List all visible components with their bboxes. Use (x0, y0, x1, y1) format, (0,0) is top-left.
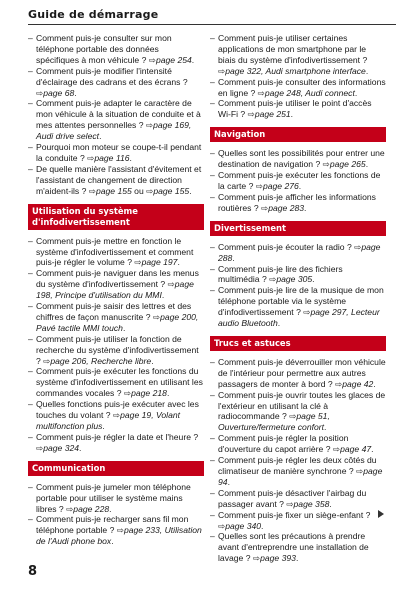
question-text: Quelles sont les possibilités pour entrer une destination de navigation ? (218, 148, 385, 170)
page-reference-link[interactable]: page 283 (268, 202, 305, 213)
list-dash: – (210, 241, 215, 252)
question-text: Comment puis-je consulter sur mon téléphone portable des données spécifiques à mon véhicule ? (36, 33, 172, 65)
faq-item (28, 334, 204, 367)
question-text: Comment puis-je adapter le caractère de mon véhicule à la situation de conduite et à mes attentes personnelles ? (36, 98, 201, 131)
page-reference-link[interactable]: page 251 (254, 109, 291, 120)
sentence-period: . (371, 444, 374, 455)
sentence-period: . (151, 355, 154, 366)
list-dash: – (28, 98, 33, 109)
question-text: Comment puis-je mettre en fonction le système d'infodivertissement et comment puis-je régler le volume ? (36, 235, 194, 268)
arrow-right-icon: ⇨ (218, 65, 226, 76)
arrow-right-icon: ⇨ (255, 180, 263, 191)
arrow-right-icon: ⇨ (269, 274, 277, 285)
faq-item (28, 268, 204, 301)
page-reference-link[interactable]: page 19, Volant multifonction plus (36, 410, 181, 431)
header-divider (28, 24, 396, 25)
list-dash: – (210, 170, 215, 181)
arrow-right-icon: ⇨ (167, 279, 175, 290)
faq-item (210, 285, 386, 329)
list-dash: – (28, 399, 33, 410)
question-text: Pourquoi mon moteur se coupe-t-il pendant la conduite ? (36, 142, 202, 163)
question-text: Comment puis-je exécuter les fonctions du système d'infodivertissement en utilisant les commandes vocales ? (36, 366, 203, 399)
faq-item (210, 264, 386, 286)
faq-item (210, 390, 386, 434)
faq-item (28, 142, 204, 164)
sentence-period: . (232, 252, 235, 263)
sentence-period: . (324, 422, 327, 433)
page-reference-link[interactable]: page 340 (225, 520, 262, 531)
list-dash: – (28, 514, 33, 525)
page-number: 8 (28, 564, 38, 579)
list-dash: – (210, 76, 215, 87)
faq-item (210, 33, 386, 77)
list-dash: – (210, 455, 215, 466)
faq-item (28, 66, 204, 99)
page-reference-link[interactable]: page 169, Audi drive select (36, 120, 192, 142)
arrow-right-icon: ⇨ (112, 410, 121, 421)
page-reference-link[interactable]: page 248, Audi connect (264, 87, 355, 98)
sentence-period: . (290, 109, 294, 120)
list-dash: – (210, 509, 215, 520)
faq-item (28, 399, 204, 432)
page-reference-link[interactable]: page 198, Principe d'utilisation du MMI (36, 279, 194, 301)
question-text: Comment puis-je lire de la musique de mon téléphone portable via le système d'infodivertissement ? (218, 285, 384, 318)
page-reference-link[interactable]: page 254 (155, 54, 192, 65)
question-text: Quelles fonctions puis-je exécuter avec les touches du volant ? (36, 399, 199, 421)
faq-item (28, 301, 204, 334)
page-reference-link[interactable]: page 94 (218, 466, 383, 487)
sentence-period: . (312, 274, 315, 285)
question-text: Comment puis-je déverrouiller mon véhicule de l'intérieur pour permettre aux autres passagers de monter à bord ? (218, 356, 386, 389)
page-reference-link[interactable]: page 297, Lecteur audio Bluetooth (218, 307, 380, 329)
sentence-period: . (295, 553, 299, 564)
list-dash: – (210, 263, 215, 274)
question-text: Comment puis-je recharger sans fil mon téléphone portable ? (36, 514, 189, 536)
list-dash: – (28, 301, 33, 312)
page-reference-link[interactable]: page 358 (293, 498, 330, 509)
continue-arrow-icon (378, 510, 384, 518)
sentence-period: . (74, 87, 77, 98)
question-text: Comment puis-je afficher les informations routières ? (218, 191, 376, 213)
sentence-period: . (129, 152, 132, 163)
arrow-right-icon: ⇨ (218, 520, 226, 531)
question-text: Quelles sont les précautions à prendre avant d'entreprendre une installation de lavage ? (218, 531, 369, 564)
list-dash: – (210, 148, 215, 159)
faq-item (210, 357, 386, 390)
page-reference-link[interactable]: page 42 (342, 378, 374, 389)
sentence-period: . (189, 185, 192, 196)
page-reference-link[interactable]: page 68 (43, 87, 75, 98)
sentence-period: . (277, 318, 281, 329)
sentence-period: . (227, 476, 230, 487)
arrow-right-icon: ⇨ (257, 87, 265, 98)
faq-item (28, 33, 204, 66)
question-text: Comment puis-je écouter la radio ? (218, 241, 355, 252)
arrow-right-icon: ⇨ (332, 444, 341, 455)
sentence-period: . (354, 87, 358, 98)
page-reference-link[interactable]: page 116 (94, 152, 130, 163)
arrow-right-icon: ⇨ (88, 185, 96, 196)
faq-item (210, 77, 386, 99)
faq-item (210, 488, 386, 510)
faq-item (210, 148, 386, 170)
list-dash: – (28, 431, 33, 442)
sentence-period: . (365, 159, 369, 170)
list-dash: – (28, 481, 33, 492)
arrow-right-icon: ⇨ (335, 378, 343, 389)
faq-item (28, 432, 204, 454)
question-text: Comment puis-je naviguer dans les menus du système d'infodivertissement ? (36, 268, 199, 290)
faq-item (210, 170, 386, 192)
arrow-right-icon: ⇨ (252, 553, 261, 564)
arrow-right-icon: ⇨ (145, 120, 154, 131)
arrow-right-icon: ⇨ (66, 503, 74, 514)
faq-item (210, 531, 386, 564)
sentence-period: . (79, 442, 82, 453)
list-dash: – (210, 356, 215, 367)
arrow-right-icon: ⇨ (36, 442, 44, 453)
page-reference-link[interactable]: page 233, Utilisation de l'Audi phone box (36, 525, 202, 547)
faq-item (28, 98, 204, 142)
question-text: Comment puis-je utiliser le point d'accès Wi-Fi ? (218, 98, 372, 120)
list-dash: – (210, 389, 215, 400)
page-reference-link[interactable]: page 305 (276, 274, 313, 285)
faq-item (28, 514, 204, 547)
faq-item (210, 433, 386, 455)
list-dash: – (210, 531, 215, 542)
page-reference-link[interactable]: page 218 (131, 388, 167, 399)
faq-item (210, 242, 386, 264)
arrow-right-icon: ⇨ (303, 307, 311, 318)
sentence-period: . (365, 65, 369, 76)
section-heading: Trucs et astuces (210, 336, 386, 351)
faq-item (210, 98, 386, 120)
section-heading: Divertissement (210, 221, 386, 236)
list-dash: – (210, 487, 215, 498)
arrow-right-icon: ⇨ (146, 185, 154, 196)
sentence-period: . (373, 378, 376, 389)
page-reference-link[interactable]: page 47 (340, 444, 372, 455)
arrow-right-icon: ⇨ (43, 355, 51, 366)
sentence-period: . (161, 290, 165, 301)
list-dash: – (28, 235, 33, 246)
sentence-period: . (99, 131, 102, 142)
arrow-right-icon: ⇨ (322, 159, 330, 170)
page-reference-link[interactable]: page 155 (153, 185, 190, 196)
section-heading: Communication (28, 461, 204, 476)
arrow-right-icon: ⇨ (148, 54, 156, 65)
page-reference-link[interactable]: page 197 (141, 257, 178, 268)
page-reference-link[interactable]: page 265 (329, 159, 366, 170)
question-text: Comment puis-je consulter des informations en ligne ? (218, 76, 386, 98)
arrow-right-icon: ⇨ (289, 411, 297, 422)
list-dash: – (210, 98, 215, 109)
arrow-right-icon: ⇨ (354, 241, 362, 252)
question-text: Comment puis-je exécuter les fonctions de la carte ? (218, 170, 381, 191)
question-text: Comment puis-je ouvrir toutes les glaces de l'extérieur en utilisant la clé à radiocommande ? (218, 389, 386, 422)
arrow-right-icon: ⇨ (247, 109, 255, 120)
arrow-right-icon: ⇨ (356, 466, 364, 476)
sentence-period: . (109, 503, 112, 514)
question-text: Comment puis-je régler la date et l'heure ? (36, 431, 199, 442)
arrow-right-icon: ⇨ (134, 257, 142, 268)
question-text: Comment puis-je saisir des lettres et des chiffres de façon manuscrite ? (36, 301, 192, 322)
list-dash: – (28, 333, 33, 344)
page-reference-link[interactable]: page 228 (73, 503, 110, 514)
question-text: Comment puis-je fixer un siège-enfant ? (218, 509, 371, 520)
question-text: Comment puis-je utiliser certaines applications de mon smartphone par le biais du système d'infodivertissement ? (218, 33, 368, 65)
page-header-title: Guide de démarrage (28, 8, 159, 21)
faq-item (28, 236, 204, 269)
faq-item (210, 510, 386, 532)
list-dash: – (28, 366, 33, 377)
sentence-period: . (122, 322, 126, 333)
question-text: Comment puis-je modifier l'intensité d'éclairage des cadrans et des écrans ? (36, 65, 188, 87)
arrow-right-icon: ⇨ (286, 498, 294, 509)
sentence-period: . (298, 180, 302, 191)
sentence-period: . (329, 498, 332, 509)
page-reference-link[interactable]: page 393 (260, 553, 296, 564)
question-text: ou (131, 185, 147, 196)
arrow-right-icon: ⇨ (36, 87, 44, 98)
list-dash: – (210, 433, 215, 444)
page-reference-link[interactable]: page 155 (95, 185, 132, 196)
sentence-period: . (304, 202, 307, 213)
sentence-period: . (111, 536, 114, 547)
question-text: Comment puis-je régler les deux côtés du climatiseur de manière synchrone ? (218, 455, 377, 476)
page-reference-link[interactable]: page 276 (262, 180, 299, 191)
left-column (28, 33, 204, 547)
page-reference-link[interactable]: page 51, Ouverture/fermeture confort (218, 411, 330, 433)
list-dash: – (210, 33, 215, 43)
sentence-period: . (166, 388, 170, 399)
arrow-right-icon: ⇨ (123, 388, 132, 399)
section-heading: Navigation (210, 127, 386, 142)
arrow-right-icon: ⇨ (116, 525, 124, 536)
page-reference-link[interactable]: page 200, Pavé tactile MMI touch (36, 311, 199, 333)
question-text: De quelle manière l'assistant d'évitement et l'assistant de changement de direction m'aident-ils ? (36, 163, 202, 196)
arrow-right-icon: ⇨ (261, 202, 269, 213)
list-dash: – (28, 33, 33, 43)
faq-item (28, 366, 204, 399)
faq-item (210, 455, 386, 488)
sentence-period: . (102, 421, 105, 431)
right-column (210, 33, 386, 564)
list-dash: – (28, 142, 33, 153)
list-dash: – (28, 65, 33, 76)
sentence-period: . (261, 520, 264, 531)
faq-item (28, 482, 204, 515)
list-dash: – (28, 163, 33, 174)
arrow-right-icon: ⇨ (152, 311, 161, 322)
list-dash: – (28, 268, 33, 279)
sentence-period: . (191, 54, 195, 65)
question-text: Comment puis-je régler la position d'ouverture du capot arrière ? (218, 433, 349, 455)
question-text: Comment puis-je utiliser la fonction de recherche du système d'infodivertissement ? (36, 333, 199, 366)
list-dash: – (210, 191, 215, 202)
page-reference-link[interactable]: page 288 (218, 241, 381, 263)
list-dash: – (210, 285, 215, 296)
arrow-right-icon: ⇨ (87, 152, 95, 163)
question-text: Comment puis-je jumeler mon téléphone portable pour utiliser le système mains libres ? (36, 481, 191, 514)
section-heading: Utilisation du système d'infodivertissement (28, 204, 204, 230)
question-text: Comment puis-je désactiver l'airbag du passager avant ? (218, 487, 367, 509)
sentence-period: . (177, 257, 180, 268)
question-text: Comment puis-je lire des fichiers multimédia ? (218, 263, 343, 285)
page-reference-link[interactable]: page 322, Audi smartphone interface (225, 65, 366, 76)
page-reference-link[interactable]: page 206, Recherche libre (50, 355, 152, 366)
faq-item (28, 164, 204, 197)
faq-item (210, 192, 386, 214)
page-reference-link[interactable]: page 324 (43, 442, 80, 453)
